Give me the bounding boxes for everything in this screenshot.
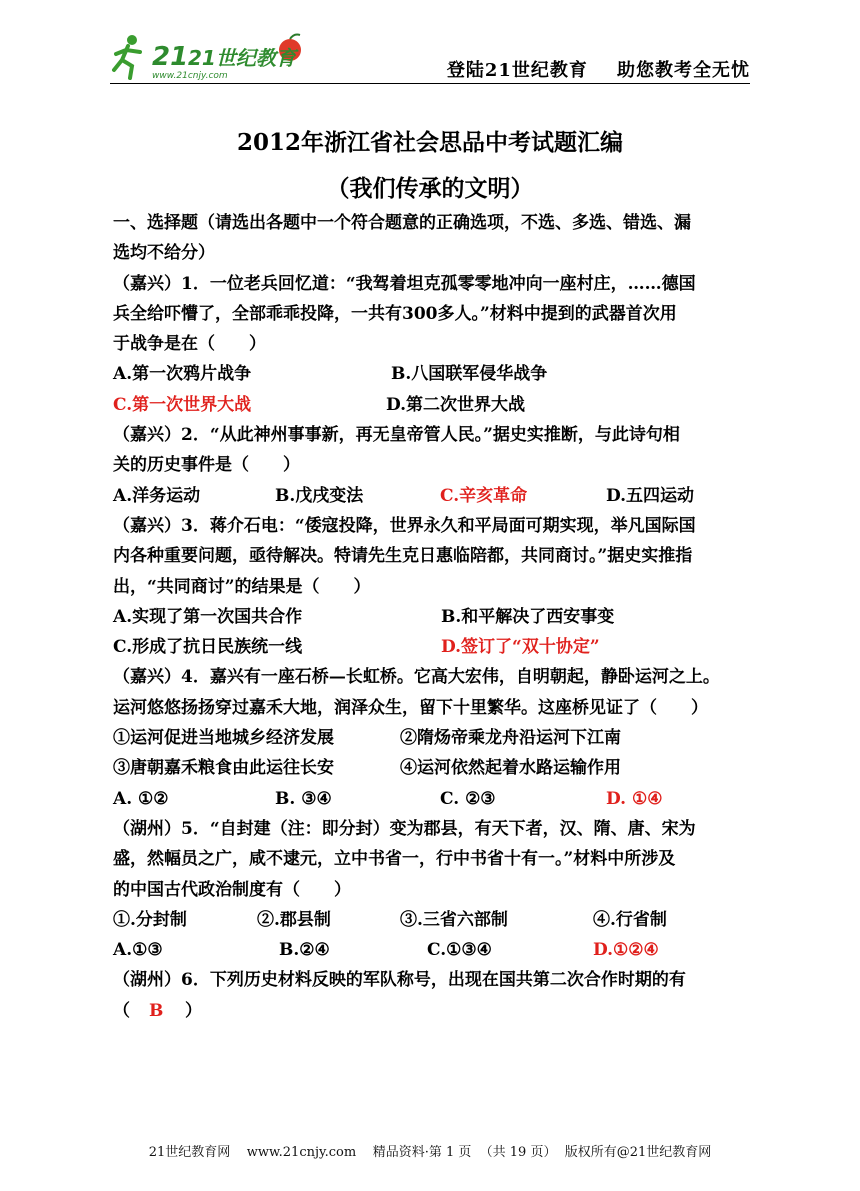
question-5-text: 盛，然幅员之广，咸不逮元，立中书省一，行中书省十有一。”材料中所涉及 — [113, 849, 676, 870]
statement-3: ③唐朝嘉禾粮食由此运往长安 — [113, 758, 334, 779]
statement-1: ①.分封制 — [113, 909, 187, 930]
answer-letter: B — [149, 1000, 164, 1021]
answer-bracket-close: ） — [185, 1000, 202, 1021]
question-1-text: （嘉兴）1．一位老兵回忆道：“我驾着坦克孤零零地冲向一座村庄，……德国 — [113, 273, 696, 294]
statement-4: ④.行省制 — [593, 909, 667, 930]
option-c: C. ②③ — [440, 788, 496, 809]
section-heading-cont: 选均不给分） — [113, 243, 215, 264]
statement-4: ④运河依然起着水路运输作用 — [400, 758, 621, 779]
question-list — [113, 208, 753, 1026]
question-4-statements-row — [113, 723, 753, 753]
option-a: A.实现了第一次国共合作 — [113, 606, 303, 627]
question-5-options-row — [113, 935, 753, 965]
question-4-options-row — [113, 784, 753, 814]
question-3-text: 出，“共同商讨”的结果是（ ） — [113, 576, 371, 597]
svg-text:21: 21 — [152, 42, 189, 72]
question-4-text: （嘉兴）4．嘉兴有一座石桥—长虹桥。它高大宏伟，自明朝起，静卧运河之上。 — [113, 667, 720, 688]
option-c-answer: C.辛亥革命 — [440, 485, 528, 506]
option-d-answer: D.①②④ — [593, 940, 659, 961]
statement-1: ①运河促进当地城乡经济发展 — [113, 728, 334, 749]
svg-text:www.21cnjy.com: www.21cnjy.com — [152, 71, 228, 81]
header-divider — [110, 83, 750, 84]
question-1-options-row — [113, 390, 753, 420]
option-b: B.和平解决了西安事变 — [441, 606, 615, 627]
statement-2: ②隋炀帝乘龙舟沿运河下江南 — [400, 728, 621, 749]
site-logo — [110, 30, 310, 82]
question-4-text: 运河悠悠扬扬穿过嘉禾大地，润泽众生，留下十里繁华。这座桥见证了（ ） — [113, 697, 708, 718]
question-3-text: （嘉兴）3．蒋介石电：“倭寇投降，世界永久和平局面可期实现，举凡国际国 — [113, 515, 696, 536]
option-a: A. ①② — [113, 788, 169, 809]
question-2-text: （嘉兴）2．“从此神州事事新，再无皇帝管人民。”据史实推断，与此诗句相 — [113, 425, 680, 446]
question-1-text: 兵全给吓懵了，全部乖乖投降，一共有300多人。”材料中提到的武器首次用 — [113, 303, 677, 324]
question-5-text: 的中国古代政治制度有（ ） — [113, 879, 351, 900]
option-d-answer: D.签订了“双十协定” — [441, 637, 600, 658]
option-c-answer: C.第一次世界大战 — [113, 394, 252, 415]
statement-2: ②.郡县制 — [257, 909, 331, 930]
question-2-options-row — [113, 481, 753, 511]
statement-3: ③.三省六部制 — [400, 909, 508, 930]
option-b: B. ③④ — [275, 788, 332, 809]
page-header — [110, 22, 750, 84]
question-5-text: （湖州）5．“自封建（注：即分封）变为郡县，有天下者，汉、隋、唐、宋为 — [113, 818, 696, 839]
option-c: C.形成了抗日民族统一线 — [113, 637, 303, 658]
question-3-options-row — [113, 602, 753, 632]
option-a: A.第一次鸦片战争 — [113, 364, 252, 385]
question-2-text: 关的历史事件是（ ） — [113, 455, 300, 476]
section-heading: 一、选择题（请选出各题中一个符合题意的正确选项，不选、多选、错选、漏 — [113, 213, 691, 233]
question-3-text: 内各种重要问题，亟待解决。特请先生克日惠临陪都，共同商讨。”据史实推指 — [113, 546, 693, 567]
option-b: B.八国联军侵华战争 — [391, 364, 548, 385]
option-d: D.五四运动 — [606, 485, 695, 506]
question-6-text: （湖州）6．下列历史材料反映的军队称号，出现在国共第二次合作时期的有 — [113, 970, 686, 991]
question-1-options-row — [113, 359, 753, 389]
page-title: 2012年浙江省社会思品中考试题汇编 — [236, 129, 623, 156]
page-footer: 21世纪教育网 www.21cnjy.com 精品资料·第 1 页 （共 19 页） 版权所有@21世纪教育网 — [148, 1145, 712, 1160]
svg-text:21世纪教育: 21世纪教育 — [188, 46, 296, 70]
page-subtitle: （我们传承的文明） — [326, 175, 534, 202]
question-3-options-row — [113, 632, 753, 662]
option-b: B.戊戌变法 — [275, 485, 364, 506]
option-a: A.洋务运动 — [113, 485, 201, 506]
option-d: D.第二次世界大战 — [386, 394, 526, 415]
option-d-answer: D. ①④ — [606, 788, 663, 809]
option-b: B.②④ — [279, 940, 330, 961]
question-4-statements-row — [113, 753, 753, 783]
option-c: C.①③④ — [427, 940, 492, 961]
answer-bracket-open: （ — [113, 1000, 130, 1021]
question-6-answer-row — [113, 996, 753, 1026]
question-5-statements-row — [113, 905, 753, 935]
question-1-text: 于战争是在（ ） — [113, 334, 266, 355]
option-a: A.①③ — [113, 940, 163, 961]
header-slogan: 登陆21世纪教育 助您教考全无忧 — [446, 60, 750, 81]
